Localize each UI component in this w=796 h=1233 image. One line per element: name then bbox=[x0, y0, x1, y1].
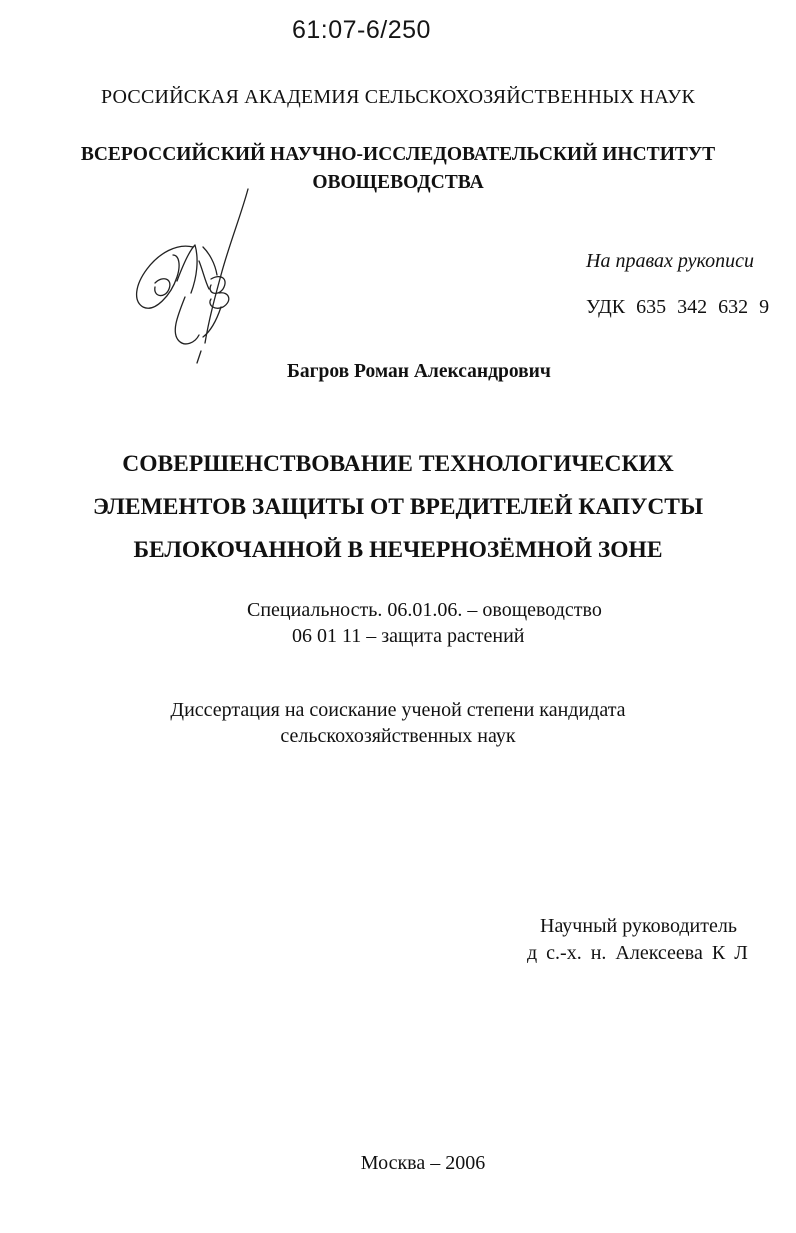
academy-name: РОССИЙСКАЯ АКАДЕМИЯ СЕЛЬСКОХОЗЯЙСТВЕННЫХ НАУК bbox=[100, 86, 696, 108]
supervisor-name: д с.-х. н. Алексеева К Л bbox=[527, 942, 748, 964]
city-year: Москва – 2006 bbox=[360, 1152, 486, 1174]
specialty-line-2: 06 01 11 – защита растений bbox=[292, 625, 525, 647]
supervisor-block bbox=[527, 913, 748, 967]
archive-code: 61:07-6/250 bbox=[292, 16, 431, 44]
institute-line-1: ВСЕРОССИЙСКИЙ НАУЧНО-ИССЛЕДОВАТЕЛЬСКИЙ ИНСТИТУТ bbox=[80, 144, 716, 165]
handwritten-signature bbox=[125, 185, 265, 375]
institute-name bbox=[0, 141, 796, 197]
specialty-line-1: Специальность. 06.01.06. – овощеводство bbox=[247, 599, 602, 621]
title-line-1: СОВЕРШЕНСТВОВАНИЕ ТЕХНОЛОГИЧЕСКИХ bbox=[122, 451, 674, 477]
rights-note: На правах рукописи bbox=[586, 250, 754, 272]
specialty-block bbox=[247, 597, 602, 649]
author-name: Багров Роман Александрович bbox=[287, 361, 551, 382]
title-line-3: БЕЛОКОЧАННОЙ В НЕЧЕРНОЗЁМНОЙ ЗОНЕ bbox=[133, 537, 663, 563]
degree-line-2: сельскохозяйственных наук bbox=[280, 725, 516, 747]
degree-line-1: Диссертация на соискание ученой степени кандидата bbox=[170, 699, 626, 721]
title-line-2: ЭЛЕМЕНТОВ ЗАЩИТЫ ОТ ВРЕДИТЕЛЕЙ КАПУСТЫ bbox=[92, 494, 704, 520]
dissertation-degree bbox=[0, 697, 796, 749]
supervisor-label: Научный руководитель bbox=[540, 915, 737, 937]
institute-line-2: ОВОЩЕВОДСТВА bbox=[312, 172, 484, 193]
udc-code: УДК 635 342 632 9 bbox=[586, 296, 770, 318]
dissertation-title bbox=[0, 443, 796, 572]
